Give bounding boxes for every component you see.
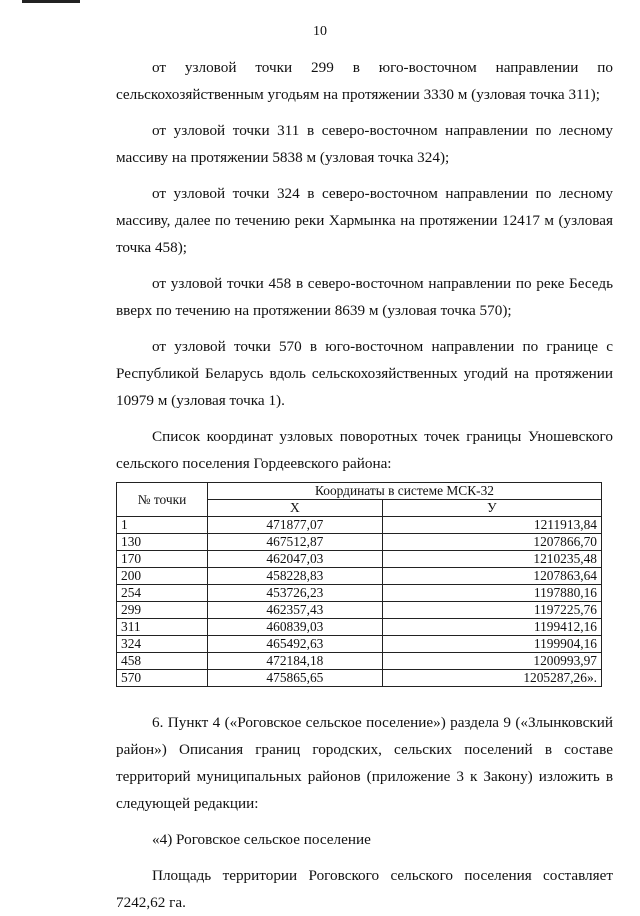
table-row: [117, 517, 602, 534]
header-x: X: [208, 500, 383, 517]
cell-x: 460839,03: [208, 619, 383, 636]
cell-y: 1207866,70: [382, 534, 601, 551]
cell-y: 1211913,84: [382, 517, 601, 534]
cell-point: 299: [117, 602, 208, 619]
cell-x: 458228,83: [208, 568, 383, 585]
table-row: [117, 636, 602, 653]
cell-point: 254: [117, 585, 208, 602]
table-row: [117, 568, 602, 585]
table-row: [117, 585, 602, 602]
paragraph-rogovskoe-heading: «4) Роговское сельское поселение: [152, 831, 371, 848]
paragraph-segment-311-324: от узловой точки 311 в северо-восточном направлении по лесному массиву на протяжении 5838 м (узловая точка 324);: [116, 122, 613, 166]
cell-y: 1197880,16: [382, 585, 601, 602]
header-coordinate-system: Координаты в системе МСК-32: [208, 483, 602, 500]
table-row: [117, 653, 602, 670]
cell-x: 465492,63: [208, 636, 383, 653]
document-body: [116, 54, 613, 916]
paragraph-segment-458-570: от узловой точки 458 в северо-восточном направлении по реке Беседь вверх по течению на протяжении 8639 м (узловая точка 570);: [116, 275, 613, 319]
header-point-number: № точки: [117, 483, 208, 517]
cell-point: 311: [117, 619, 208, 636]
cell-y: 1197225,76: [382, 602, 601, 619]
cell-point: 458: [117, 653, 208, 670]
cell-point: 324: [117, 636, 208, 653]
paragraph-rogovskoe-area: Площадь территории Роговского сельского поселения составляет 7242,62 га.: [116, 867, 613, 911]
cell-point: 170: [117, 551, 208, 568]
header-y: У: [382, 500, 601, 517]
cell-x: 475865,65: [208, 670, 383, 687]
table-row: [117, 670, 602, 687]
cell-x: 471877,07: [208, 517, 383, 534]
cell-y: 1210235,48: [382, 551, 601, 568]
cell-y: 1199412,16: [382, 619, 601, 636]
cell-point: 130: [117, 534, 208, 551]
cell-y: 1205287,26».: [382, 670, 601, 687]
cell-x: 472184,18: [208, 653, 383, 670]
cell-x: 453726,23: [208, 585, 383, 602]
cell-y: 1199904,16: [382, 636, 601, 653]
cell-point: 200: [117, 568, 208, 585]
table-row: [117, 619, 602, 636]
cell-x: 462047,03: [208, 551, 383, 568]
paragraph-coordinates-intro: Список координат узловых поворотных точек границы Уношевского сельского поселения Гордеевского района:: [116, 428, 613, 472]
top-edge-rule: [22, 0, 80, 3]
cell-point: 570: [117, 670, 208, 687]
paragraph-segment-570-1: от узловой точки 570 в юго-восточном направлении по границе с Республикой Беларусь вдоль сельскохозяйственных угодий на протяжении 10979 м (узловая точка 1).: [116, 338, 613, 409]
paragraph-segment-299-311: от узловой точки 299 в юго-восточном направлении по сельскохозяйственным угодьям на протяжении 3330 м (узловая точка 311);: [116, 59, 613, 103]
coordinates-table: [116, 482, 602, 687]
coordinates-table-body: [117, 517, 602, 687]
cell-point: 1: [117, 517, 208, 534]
table-row: [117, 602, 602, 619]
cell-y: 1200993,97: [382, 653, 601, 670]
cell-y: 1207863,64: [382, 568, 601, 585]
paragraph-segment-324-458: от узловой точки 324 в северо-восточном направлении по лесному массиву, далее по течению реки Хармынка на протяжении 12417 м (узловая точка 458);: [116, 185, 613, 256]
cell-x: 462357,43: [208, 602, 383, 619]
paragraph-item-6: 6. Пункт 4 («Роговское сельское поселение») раздела 9 («Злынковский район») Описания границ городских, сельских поселений в составе территорий муниципальных районов (приложение 3 к Закону) изложить в следующей редакции:: [116, 714, 613, 812]
page-number: 10: [313, 24, 327, 39]
table-row: [117, 534, 602, 551]
table-row: [117, 551, 602, 568]
cell-x: 467512,87: [208, 534, 383, 551]
